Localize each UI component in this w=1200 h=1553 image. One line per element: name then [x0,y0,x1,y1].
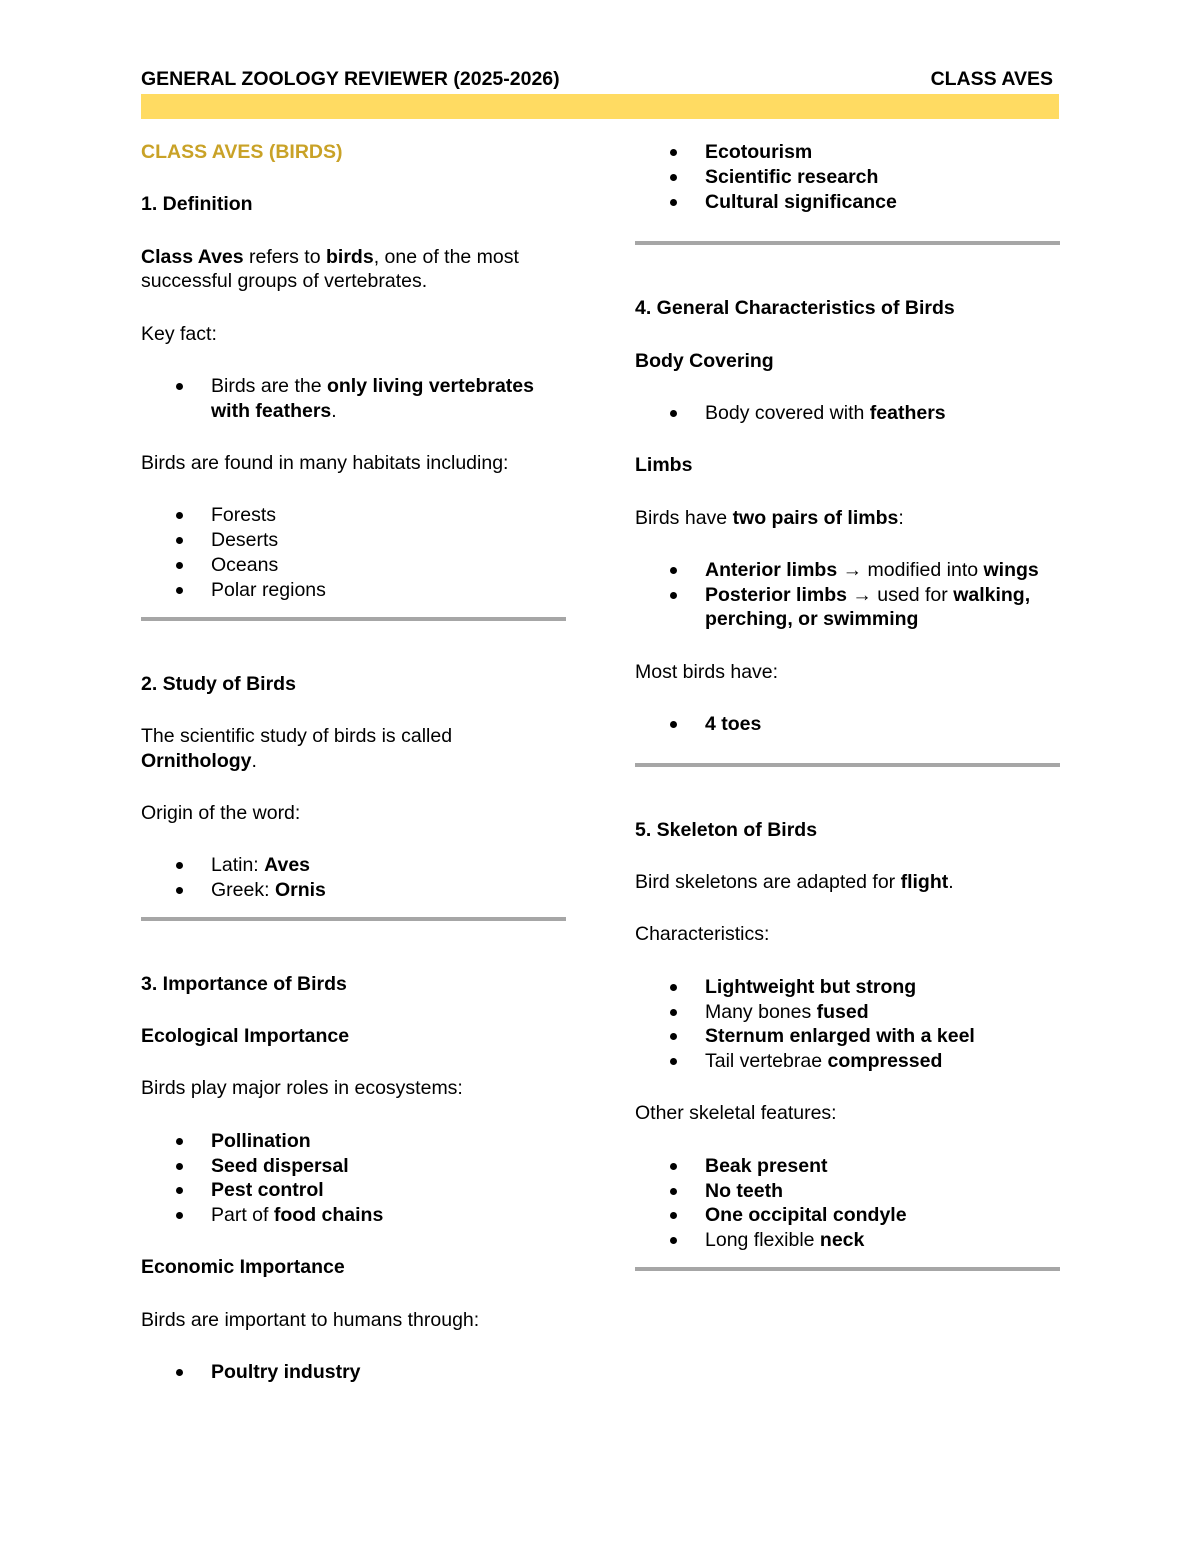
list-item: No teeth [705,1179,1065,1204]
section-divider [635,1267,1060,1271]
list-item: Forests [211,503,571,528]
list-item: 4 toes [705,712,1065,737]
economic-intro: Birds are important to humans through: [141,1308,480,1331]
list-item: Long flexible neck [705,1228,1065,1253]
list-item: Scientific research [705,165,1065,190]
list-item: Oceans [211,553,571,578]
list-item: Beak present [705,1154,1065,1179]
list-item: Anterior limbs → modified into wings [705,558,1065,583]
page-header [141,68,1053,91]
list-item: Part of food chains [211,1203,571,1228]
list-item: Deserts [211,528,571,553]
header-left-title: GENERAL ZOOLOGY REVIEWER (2025-2026) [141,68,560,90]
habitats-list [141,503,571,602]
ecological-intro: Birds play major roles in ecosystems: [141,1077,463,1100]
document-title: CLASS AVES (BIRDS) [141,141,343,163]
list-item: Body covered with feathers [705,401,1065,426]
ecological-list [141,1129,571,1228]
toes-list [635,712,1065,737]
section-3-heading: 3. Importance of Birds [141,972,347,995]
list-item: Poultry industry [211,1360,571,1385]
skeleton-paragraph: Bird skeletons are adapted for flight. [635,871,954,894]
economic-list-part2 [635,140,1065,214]
most-birds-label: Most birds have: [635,660,779,683]
body-covering-list [635,401,1065,426]
list-item: Pest control [211,1178,571,1203]
list-item: Cultural significance [705,190,1065,215]
section-4-heading: 4. General Characteristics of Birds [635,297,955,320]
section-2-heading: 2. Study of Birds [141,672,296,695]
other-features-list [635,1154,1065,1253]
habitats-intro: Birds are found in many habitats including: [141,452,509,475]
list-item: Sternum enlarged with a keel [705,1024,1065,1049]
economic-list-part1 [141,1360,571,1385]
origin-list [141,853,571,903]
other-features-label: Other skeletal features: [635,1102,837,1125]
section-1-heading: 1. Definition [141,193,253,216]
limbs-heading: Limbs [635,454,693,477]
header-yellow-band [141,94,1059,119]
key-fact-label: Key fact: [141,322,217,345]
origin-label: Origin of the word: [141,801,301,824]
list-item: One occipital condyle [705,1203,1065,1228]
list-item: Birds are the only living vertebrates with feathers. [211,374,571,424]
limbs-list [635,558,1065,632]
characteristics-label: Characteristics: [635,923,770,946]
list-item: Seed dispersal [211,1154,571,1179]
key-fact-list [141,374,571,424]
list-item: Tail vertebrae compressed [705,1049,1065,1074]
list-item: Many bones fused [705,1000,1065,1025]
section-5-heading: 5. Skeleton of Birds [635,818,818,841]
list-item: Greek: Ornis [211,878,571,903]
list-item: Lightweight but strong [705,975,1065,1000]
body-covering-heading: Body Covering [635,349,774,372]
header-right-title: CLASS AVES [930,68,1053,90]
right-column [635,140,1065,1271]
ecological-heading: Ecological Importance [141,1025,350,1048]
definition-paragraph: Class Aves refers to birds, one of the most successful groups of vertebrates. [141,245,519,293]
list-item: Ecotourism [705,140,1065,165]
economic-heading: Economic Importance [141,1256,345,1279]
left-column [141,140,571,1412]
list-item: Polar regions [211,578,571,603]
list-item: Latin: Aves [211,853,571,878]
list-item: Posterior limbs → used for walking, perching, or swimming [705,583,1065,633]
limbs-intro: Birds have two pairs of limbs: [635,506,904,529]
list-item: Pollination [211,1129,571,1154]
study-paragraph: The scientific study of birds is called Ornithology. [141,724,453,772]
characteristics-list [635,975,1065,1074]
